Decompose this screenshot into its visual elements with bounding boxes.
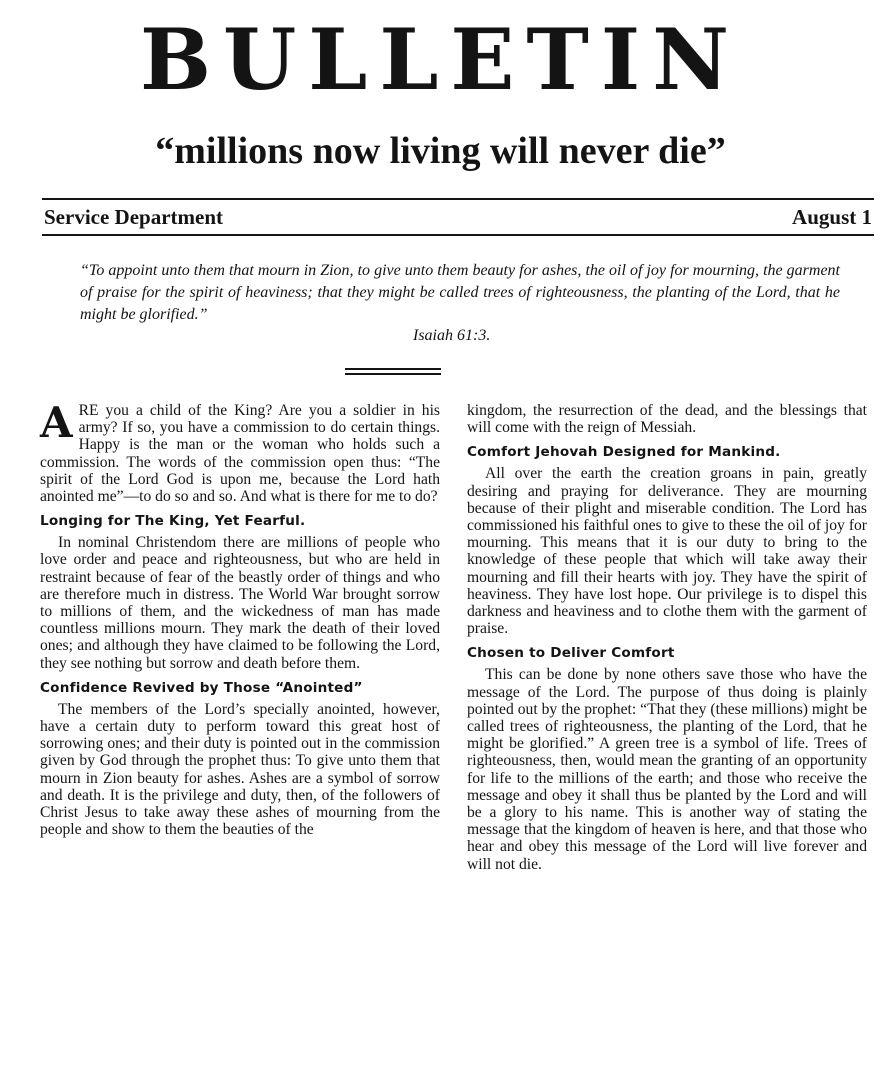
left-column [40, 398, 440, 839]
issue-date: August 1 [792, 205, 872, 229]
continuation-paragraph: kingdom, the resurrection of the dead, and the blessings that will come with the reign of Messiah. [467, 402, 867, 437]
heading-chosen: Chosen to Deliver Comfort [467, 645, 675, 662]
heading-comfort: Comfort Jehovah Designed for Mankind. [467, 444, 781, 461]
epigraph-reference: Isaiah 61:3. [413, 327, 491, 344]
bottom-rule [42, 234, 874, 236]
intro-text: RE you a child of the King? Are you a soldier in his army? If so, you have a commission to do certain things. Happy is the man or the woman who holds such a commission. The words of the commission open thus: “The spirit of the Lord God is upon me, because the Lord hath anointed me”—to do so and so. And what is there for me to do? [40, 402, 440, 506]
heading-longing: Longing for The King, Yet Fearful. [40, 513, 306, 530]
epigraph-text: “To appoint unto them that mourn in Zion, to give unto them beauty for ashes, the oil of joy for mourning, the garment of praise for the spirit of heaviness; that they might be called trees of righteousness, the planting of the Lord, that he might be glorified.” [80, 262, 840, 323]
top-rule [42, 198, 874, 200]
masthead-title: BULLETIN [140, 10, 741, 109]
paragraph-anointed: The members of the Lord’s specially anointed, however, have a certain duty to perform toward this great host of sorrowing ones; and their duty is pointed out in the commission given by God through the prophet thus: To give unto them that mourn in Zion beauty for ashes. Ashes are a symbol of sorrow and death. It is the privilege and duty, then, of the followers of Christ Jesus to take away these ashes of mourning from the people and show to them the beauties of the [40, 700, 440, 839]
drop-cap: A [40, 398, 73, 447]
motto: “millions now living will never die” [155, 130, 726, 172]
paragraph-creation: All over the earth the creation groans in pain, greatly desiring and praying for deliverance. They are mourning because of their plight and miserable condition. The Lord has commissioned his faithful ones to give to these the oil of joy for mourning. This means that it is our duty to bring to the knowledge of these people that which will take away their mourning and fill their hearts with joy. They have the spirit of heaviness. They have lost hope. Our privilege is to dispel this darkness and heaviness and to clothe them with the garment of praise. [467, 465, 867, 638]
heading-confidence: Confidence Revived by Those “Anointed” [40, 679, 363, 696]
intro-paragraph [40, 398, 440, 506]
section-divider [345, 368, 441, 378]
paragraph-christendom: In nominal Christendom there are millions of people who love order and peace and righteousness, but who are held in restraint because of fear of the beastly order of things and who are therefore much in distress. The World War brought sorrow to millions of them, and the wickedness of man has made countless millions mourn. They mark the death of their loved ones; and although they have claimed to be following the Lord, they see nothing but sorrow and death before them. [40, 534, 440, 672]
right-column [467, 402, 867, 873]
paragraph-chosen: This can be done by none others save those who have the message of the Lord. The purpose of thus doing is plainly pointed out by the prophet: “That they (these millions) might be called trees of righteousness, the planting of the Lord, that he might be glorified.” A green tree is a symbol of life. Trees of righteousness, then, would mean the granting of an opportunity for life to the millions of the earth; and those who receive the message and obey it shall thus be planted by the Lord and will be a glory to his name. This is another way of stating the message that the kingdom of heaven is here, and that those who hear and obey this message of the Lord will live forever and will not die. [467, 666, 867, 873]
department-name: Service Department [44, 205, 224, 229]
